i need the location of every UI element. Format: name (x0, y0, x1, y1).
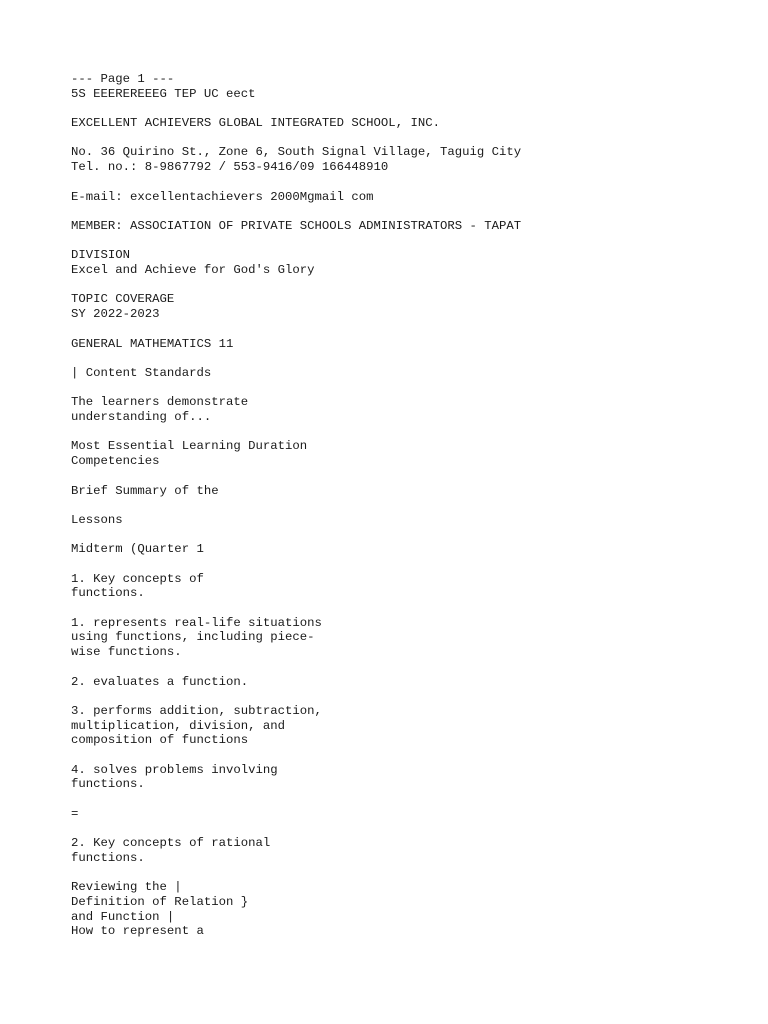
subject-block (71, 337, 751, 352)
content-standards-block (71, 366, 751, 381)
content-standard-line: functions. (71, 850, 145, 865)
content-standard-1 (71, 572, 751, 601)
lesson-summary-line: Definition of Relation } (71, 895, 249, 910)
melc-header-line: Competencies (71, 454, 160, 469)
competency-3 (71, 704, 751, 748)
summary-header-block (71, 484, 751, 499)
school-name: EXCELLENT ACHIEVERS GLOBAL INTEGRATED SCHOOL, INC. (71, 116, 440, 131)
competency-2 (71, 675, 751, 690)
learners-line: understanding of... (71, 410, 212, 425)
school-name-block (71, 116, 751, 131)
learners-block (71, 395, 751, 424)
school-telephone: Tel. no.: 8-9867792 / 553-9416/09 166448910 (71, 160, 389, 175)
membership-block (71, 219, 751, 234)
competency-line: wise functions. (71, 645, 182, 660)
competency-line: multiplication, division, and (71, 718, 286, 733)
content-standard-2 (71, 836, 751, 865)
address-block (71, 145, 751, 174)
school-address: No. 36 Quirino St., Zone 6, South Signal Village, Taguig City (71, 145, 522, 160)
competency-line: 3. performs addition, subtraction, (71, 703, 322, 718)
lesson-summary-block (71, 880, 751, 939)
melc-header-line: Most Essential Learning Duration (71, 439, 308, 454)
lessons-header-block (71, 513, 751, 528)
competency-line: 2. evaluates a function. (71, 674, 249, 689)
lessons-header-line: Lessons (71, 512, 123, 527)
page-header-block (71, 72, 751, 101)
division-block (71, 248, 751, 277)
division-label: DIVISION (71, 248, 131, 263)
competency-line: using functions, including piece- (71, 630, 315, 645)
membership-line: MEMBER: ASSOCIATION OF PRIVATE SCHOOLS ADMINISTRATORS - TAPAT (71, 218, 522, 233)
competency-line: 4. solves problems involving (71, 762, 278, 777)
page-marker: --- Page 1 --- (71, 72, 175, 86)
term-block (71, 542, 751, 557)
competency-1 (71, 616, 751, 660)
content-standard-line: functions. (71, 586, 145, 601)
separator-block (71, 807, 751, 822)
ocr-noise-line: 5S EEEREREEEG TEP UC eect (71, 86, 256, 101)
school-year: SY 2022-2023 (71, 307, 160, 322)
competency-line: composition of functions (71, 733, 249, 748)
email-block (71, 190, 751, 205)
content-standards-header: | Content Standards (71, 365, 212, 380)
content-standard-line: 2. Key concepts of rational (71, 836, 271, 851)
competency-line: 1. represents real-life situations (71, 615, 322, 630)
lesson-summary-line: How to represent a (71, 924, 204, 939)
lesson-summary-line: and Function | (71, 909, 175, 924)
competency-line: functions. (71, 777, 145, 792)
document-page (71, 72, 751, 954)
school-motto: Excel and Achieve for God's Glory (71, 263, 315, 278)
lesson-summary-line: Reviewing the | (71, 880, 182, 895)
summary-header-line: Brief Summary of the (71, 483, 219, 498)
school-email: E-mail: excellentachievers 2000Mgmail com (71, 189, 374, 204)
separator-mark: = (71, 806, 79, 821)
subject-title: GENERAL MATHEMATICS 11 (71, 336, 234, 351)
melc-header-block (71, 439, 751, 468)
term-label: Midterm (Quarter 1 (71, 542, 204, 557)
learners-line: The learners demonstrate (71, 395, 249, 410)
topic-coverage-block (71, 292, 751, 321)
topic-coverage-title: TOPIC COVERAGE (71, 292, 175, 307)
competency-4 (71, 763, 751, 792)
content-standard-line: 1. Key concepts of (71, 571, 204, 586)
